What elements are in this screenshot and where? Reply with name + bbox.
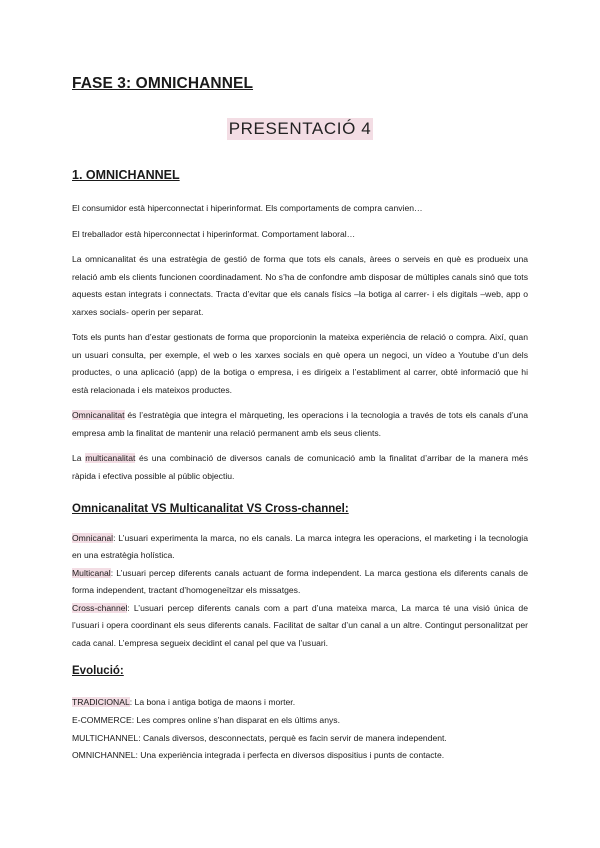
term-multichannel: MULTICHANNEL [72,732,139,743]
term-multicanalitat: multicanalitat [85,453,136,463]
term-cross-channel: Cross-channel [72,603,128,613]
term-omnichannel: OMNICHANNEL [72,750,136,761]
evolution-heading: Evolució: [72,665,124,677]
list-item-text: : Les compres online s’han disparat en els últims anys. [131,714,340,725]
comparison-multicanal-text: : L’usuari percep diferents canals actuant de forma independent. La marca gestiona els diferents canals de forma independent, tractant d’homogeneïtzar els missatges. [72,568,528,596]
paragraph-omnicanalitat-strategy-text: és l’estratègia que integra el màrqueting, les operacions i la tecnologia a través de tots els canals d’una empresa amb la finalitat de mantenir una relació permanent amb els seus clients. [72,410,528,438]
list-item [72,712,528,730]
comparison-multicanal [72,565,528,600]
term-tradicional: TRADICIONAL [72,697,130,707]
term-multicanal: Multicanal [72,568,111,578]
list-item-text: : Canals diversos, desconnectats, perquè es facin servir de manera independent. [138,732,447,743]
evolution-list [72,694,528,765]
paragraph-multicanalitat-text: és una combinació de diversos canals de comunicació amb la finalitat d’arribar de la manera més ràpida i efectiva possible al públic objectiu. [72,453,528,481]
comparison-cross-channel-text: : L’usuari percep diferents canals com a part d’una mateixa marca, La marca té una visió única de l’usuari i opera coordinant els seus diferents canals. Facilitat de saltar d’un canal a un altre. Contingut personalitzat per cada canal. L’empresa segueix decidint el canal pel que va l’usuari. [72,603,528,648]
term-ecommerce: E-COMMERCE [72,714,132,725]
term-omnicanal: Omnicanal [72,533,114,543]
comparison-omnicanal-text: : L’usuari experimenta la marca, no els canals. La marca integra les operacions, el marketing i la tecnologia en una estratègia holística. [72,533,528,561]
phase-title: FASE 3: OMNICHANNEL [72,75,254,92]
section-heading-omnichannel: 1. OMNICHANNEL [72,168,180,182]
paragraph-worker: El treballador està hiperconnectat i hiperinformat. Comportament laboral… [72,229,356,239]
comparison-heading: Omnicanalitat VS Multicanalitat VS Cross-channel: [72,503,349,515]
presentation-title-wrap [0,118,600,140]
paragraph-touchpoints: Tots els punts han d’estar gestionats de forma que proporcionin la mateixa experiència de relació o compra. Així, quan un usuari consulta, per exemple, el web o les xarxes socials en què opera un negoci, un vídeo a Youtube d’un dels productes, o una aplicació (app) de la botiga o empresa, i es dirigeix a l’establiment al carrer, obté informació que hi està relacionada i els mateixos productes. [72,332,528,395]
paragraph-omnicanalitat-definition: La omnicanalitat és una estratègia de gestió de forma que tots els canals, àrees o serveis en què es produeix una relació amb els clients funcionen coordinadament. No s’ha de confondre amb disposar de múltiples canals sinó que tots aquests estan integrats i connectats. Tracta d’evitar que els canals físics –la botiga al carrer- i els digitals –web, app o xarxes socials- operin per separat. [72,254,528,317]
list-item-text: : Una experiència integrada i perfecta en diversos dispositius i punts de contacte. [135,750,445,761]
term-omnicanalitat: Omnicanalitat [72,410,125,420]
list-item-text: : La bona i antiga botiga de maons i morter. [129,697,296,707]
paragraph-multicanalitat [72,450,528,485]
comparison-cross-channel [72,600,528,652]
paragraph-omnicanalitat-strategy [72,407,528,442]
paragraph-multicanalitat-prefix: La [72,453,86,463]
paragraph-consumer: El consumidor està hiperconnectat i hiperinformat. Els comportaments de compra canvien… [72,203,423,213]
list-item [72,747,528,765]
comparison-omnicanal [72,530,528,565]
list-item [72,730,528,748]
list-item [72,694,528,712]
presentation-title: PRESENTACIÓ 4 [228,119,372,138]
